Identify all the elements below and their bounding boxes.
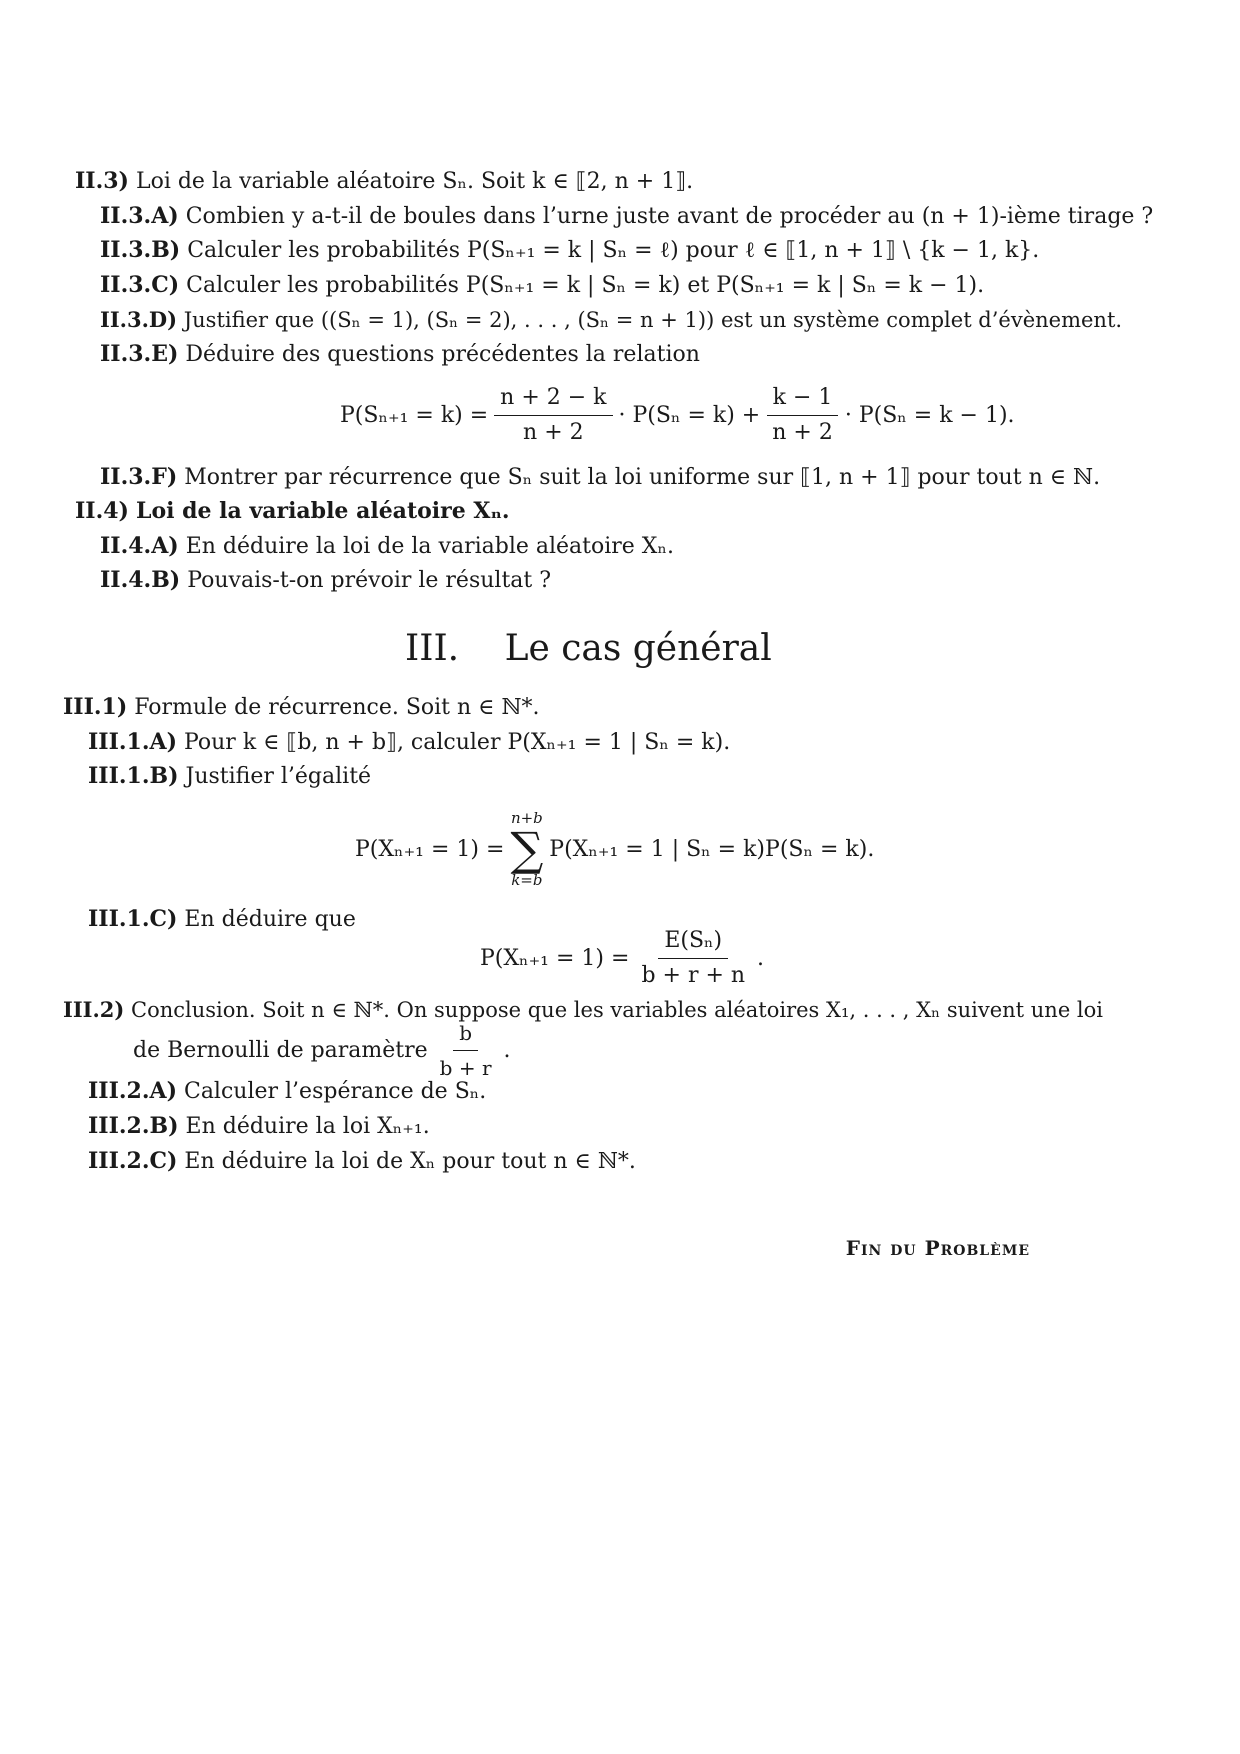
fraction-denominator: b + r + n (641, 963, 746, 988)
question-iii2-continuation (133, 1020, 511, 1081)
question-label: II.3.D) (100, 307, 178, 332)
question-label: II.4) (75, 498, 129, 524)
section-title (405, 628, 772, 669)
question-text: En déduire la loi de Xₙ pour tout n ∈ ℕ*. (184, 1149, 636, 1174)
question-text: Conclusion. Soit n ∈ ℕ*. On suppose que les variables aléatoires X₁, . . . , Xₙ suivent une loi (131, 998, 1104, 1022)
question-text: En déduire la loi de la variable aléatoire Xₙ. (185, 534, 674, 559)
question-ii3e (100, 339, 700, 370)
sum-upper-bound: n+b (510, 809, 543, 827)
question-text: Justifier que ((Sₙ = 1), (Sₙ = 2), . . . , (Sₙ = n + 1)) est un système complet d’évènement. (183, 308, 1123, 332)
fraction-numerator: b (453, 1020, 478, 1051)
question-label: II.3.A) (100, 203, 179, 229)
question-text: Formule de récurrence. Soit n ∈ ℕ*. (134, 695, 540, 720)
fraction-denominator: b + r (439, 1056, 492, 1080)
question-text: Déduire des questions précédentes la relation (185, 342, 700, 367)
question-label: III.1.B) (88, 763, 179, 789)
question-label: III.1.A) (88, 729, 177, 755)
section-name: Le cas général (504, 628, 772, 669)
question-ii3c (100, 270, 984, 301)
question-label: II.4.A) (100, 533, 179, 559)
question-text: Calculer les probabilités P(Sₙ₊₁ = k | Sₙ = k) et P(Sₙ₊₁ = k | Sₙ = k − 1). (186, 273, 985, 298)
eq-lhs: P(Sₙ₊₁ = k) = (340, 403, 489, 428)
question-label: III.1.C) (88, 906, 178, 932)
equation-total-probability (355, 810, 874, 888)
question-iii1 (63, 692, 540, 723)
question-iii1c (88, 904, 356, 935)
question-iii1a (88, 727, 730, 758)
fraction-denominator: n + 2 (772, 420, 833, 445)
section-number: III. (405, 628, 460, 669)
question-ii3 (75, 166, 693, 197)
fraction-numerator: n + 2 − k (494, 385, 612, 416)
question-label: II.3.C) (100, 272, 180, 298)
question-text: En déduire que (184, 907, 356, 932)
equation-recurrence (340, 385, 1015, 446)
question-text: Montrer par récurrence que Sₙ suit la loi uniforme sur ⟦1, n + 1⟧ pour tout n ∈ ℕ. (184, 465, 1101, 490)
question-ii4a (100, 531, 674, 562)
question-text: Justifier l’égalité (185, 764, 372, 789)
question-label: II.3.B) (100, 237, 181, 263)
eq-lhs: P(Xₙ₊₁ = 1) = (480, 946, 630, 971)
question-text: Pour k ∈ ⟦b, n + b⟧, calculer P(Xₙ₊₁ = 1 | Sₙ = k). (183, 730, 731, 755)
fraction-denominator: n + 2 (523, 420, 584, 445)
summation (510, 810, 543, 888)
question-iii2a (88, 1076, 486, 1107)
question-text: Calculer l’espérance de Sₙ. (183, 1079, 487, 1104)
fraction-end: . (503, 1038, 511, 1063)
question-text: Loi de la variable aléatoire Xₙ. (135, 498, 510, 524)
question-ii4b (100, 565, 551, 596)
question-ii3f (100, 462, 1100, 493)
question-label: III.2) (63, 997, 125, 1022)
sigma-symbol: ∑ (510, 822, 544, 876)
eq-end: . (757, 946, 765, 971)
question-label: III.1) (63, 694, 128, 720)
question-text: Calculer les probabilités P(Sₙ₊₁ = k | Sₙ = ℓ) pour ℓ ∈ ⟦1, n + 1⟧ \ {k − 1, k}. (187, 238, 1040, 263)
fraction-numerator: k − 1 (767, 385, 839, 416)
eq-lhs: P(Xₙ₊₁ = 1) = (355, 836, 505, 862)
question-text: Combien y a-t-il de boules dans l’urne juste avant de procéder au (n + 1)-ième tirage ? (185, 204, 1154, 229)
question-ii3a (100, 201, 1153, 232)
continuation-text: de Bernoulli de paramètre (133, 1038, 428, 1063)
question-text: En déduire la loi Xₙ₊₁. (185, 1114, 430, 1139)
question-iii2c (88, 1146, 636, 1177)
question-label: II.3) (75, 168, 129, 194)
fraction-2 (766, 385, 839, 446)
equation-expectation (480, 928, 764, 989)
fraction-1 (494, 385, 612, 446)
fraction-numerator: E(Sₙ) (658, 928, 728, 959)
question-text: Pouvais-t-on prévoir le résultat ? (187, 568, 552, 593)
question-iii1b (88, 761, 371, 792)
question-label: II.3.E) (100, 341, 179, 367)
question-label: II.3.F) (100, 464, 178, 490)
question-ii3b (100, 235, 1039, 266)
question-label: III.2.A) (88, 1078, 177, 1104)
sum-lower-bound: k=b (511, 871, 543, 889)
question-label: II.4.B) (100, 567, 181, 593)
question-iii2b (88, 1111, 430, 1142)
eq-rhs: · P(Sₙ = k − 1). (844, 403, 1015, 428)
question-label: III.2.C) (88, 1148, 178, 1174)
eq-rhs: P(Xₙ₊₁ = 1 | Sₙ = k)P(Sₙ = k). (549, 836, 875, 862)
fraction (635, 928, 751, 989)
question-label: III.2.B) (88, 1113, 179, 1139)
question-text: Loi de la variable aléatoire Sₙ. Soit k ∈ ⟦2, n + 1⟧. (135, 169, 694, 194)
question-ii4 (75, 496, 510, 527)
eq-middle: · P(Sₙ = k) + (618, 403, 761, 428)
parameter-fraction (434, 1020, 498, 1081)
end-of-problem: Fin du Problème (845, 1236, 1030, 1260)
question-ii3d (100, 305, 1122, 335)
